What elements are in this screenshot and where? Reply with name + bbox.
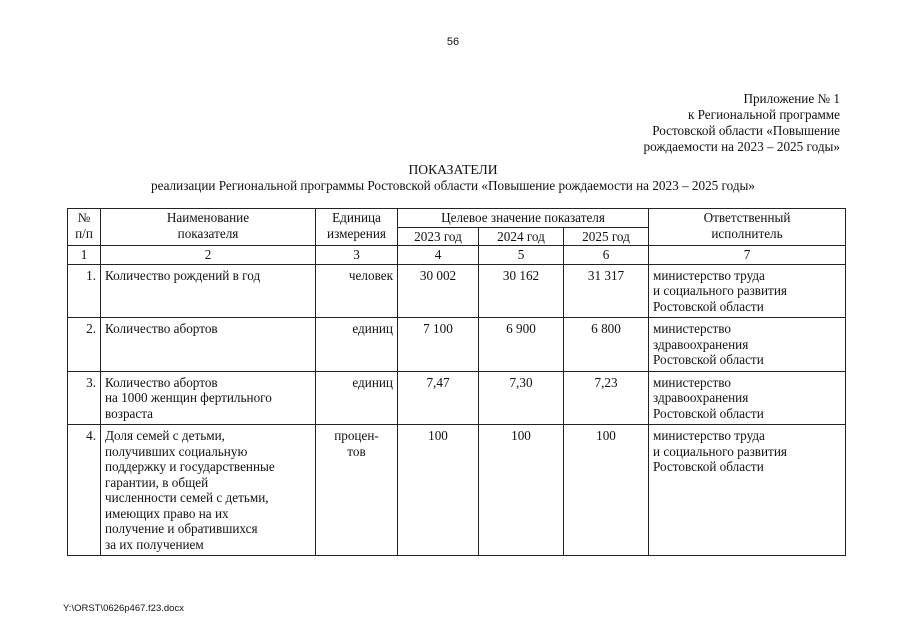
value-2025: 31 317: [564, 264, 649, 318]
value-2024: 7,30: [479, 371, 564, 425]
unit: человек: [316, 264, 398, 318]
value-2024: 6 900: [479, 318, 564, 372]
value-2024: 30 162: [479, 264, 564, 318]
value-2025: 6 800: [564, 318, 649, 372]
row-number: 1.: [68, 264, 101, 318]
appendix-note: [580, 91, 840, 155]
value-2023: 30 002: [398, 264, 479, 318]
appendix-line: рождаемости на 2023 – 2025 годы»: [643, 139, 840, 154]
document-subtitle: реализации Региональной программы Ростовской области «Повышение рождаемости на 2023 – 2025 годы»: [150, 178, 756, 193]
responsible: министерство здравоохранения Ростовской области: [649, 318, 846, 372]
responsible: министерство труда и социального развития Ростовской области: [649, 425, 846, 556]
unit: единиц: [316, 318, 398, 372]
value-2025: 100: [564, 425, 649, 556]
value-2023: 100: [398, 425, 479, 556]
indicator-name: Доля семей с детьми, получивших социальную поддержку и государственные гарантии, в общей численности семей с детьми, имеющих право на их получение и обратившихся за их получением: [101, 425, 316, 556]
appendix-line: к Региональной программе: [687, 107, 840, 122]
value-2023: 7 100: [398, 318, 479, 372]
header-year-2025: 2025 год: [564, 227, 649, 246]
row-number: 4.: [68, 425, 101, 556]
unit: процен- тов: [316, 425, 398, 556]
page-number: 56: [446, 36, 460, 48]
column-number: 3: [316, 246, 398, 265]
header-target: Целевое значение показателя: [398, 209, 649, 228]
column-number: 7: [649, 246, 846, 265]
row-number: 3.: [68, 371, 101, 425]
unit: единиц: [316, 371, 398, 425]
column-number: 4: [398, 246, 479, 265]
row-number: 2.: [68, 318, 101, 372]
header-year-2023: 2023 год: [398, 227, 479, 246]
column-number: 6: [564, 246, 649, 265]
header-num: № п/п: [68, 209, 101, 246]
value-2023: 7,47: [398, 371, 479, 425]
column-number: 5: [479, 246, 564, 265]
table-row: [68, 425, 846, 556]
header-unit: Единица измерения: [316, 209, 398, 246]
indicators-table: [67, 208, 846, 556]
value-2025: 7,23: [564, 371, 649, 425]
header-year-2024: 2024 год: [479, 227, 564, 246]
appendix-line: Ростовской области «Повышение: [652, 123, 840, 138]
responsible: министерство здравоохранения Ростовской области: [649, 371, 846, 425]
indicator-name: Количество абортов на 1000 женщин фертильного возраста: [101, 371, 316, 425]
responsible: министерство труда и социального развития Ростовской области: [649, 264, 846, 318]
indicator-name: Количество абортов: [101, 318, 316, 372]
header-responsible: Ответственный исполнитель: [649, 209, 846, 246]
document-title: ПОКАЗАТЕЛИ: [408, 162, 498, 177]
table-row: [68, 371, 846, 425]
appendix-line: Приложение № 1: [743, 91, 840, 106]
column-number: 1: [68, 246, 101, 265]
value-2024: 100: [479, 425, 564, 556]
table-row: [68, 264, 846, 318]
file-path-footer: Y:\ORST\0626p467.f23.docx: [63, 603, 184, 614]
header-name: Наименование показателя: [101, 209, 316, 246]
column-number: 2: [101, 246, 316, 265]
indicator-name: Количество рождений в год: [101, 264, 316, 318]
table-row: [68, 318, 846, 372]
